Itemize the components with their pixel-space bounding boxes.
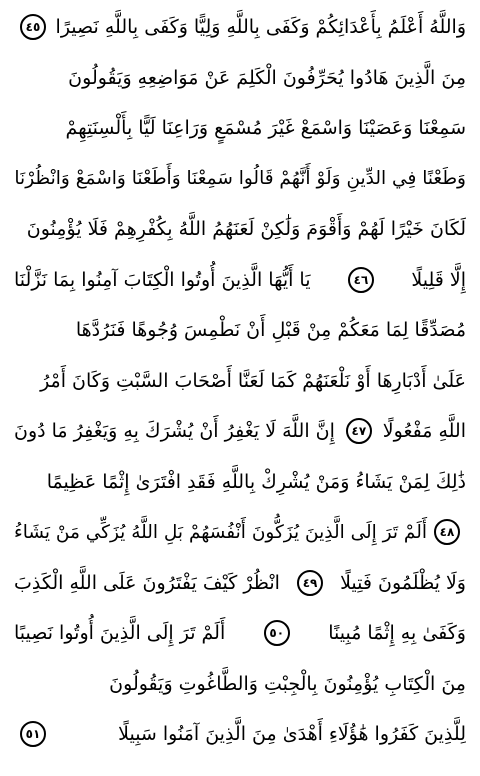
text-line [14, 608, 466, 659]
verse-text: انْظُرْ كَيْفَ يَفْتَرُونَ عَلَى اللَّهِ الْكَذِبَ [14, 571, 280, 594]
text-line [14, 406, 466, 457]
verse-text: لِلَّذِينَ كَفَرُوا هَٰؤُلَاءِ أَهْدَىٰ مِنَ الَّذِينَ آمَنُوا سَبِيلًا [118, 723, 466, 746]
text-line [14, 709, 466, 760]
text-line [14, 154, 466, 205]
text-line [14, 204, 466, 255]
verse-text: مِنَ الْكِتَابِ يُؤْمِنُونَ بِالْجِبْتِ وَالطَّاغُوتِ وَيَقُولُونَ [109, 672, 466, 695]
text-line [14, 356, 466, 407]
text-line [14, 507, 466, 558]
text-line [14, 255, 466, 306]
verse-text: إِلَّا قَلِيلًا [411, 268, 466, 291]
verse-text: وَاللَّهُ أَعْلَمُ بِأَعْدَائِكُمْ وَكَفَى بِاللَّهِ وَلِيًّا وَكَفَى بِاللَّهِ نَصِيرًا [55, 16, 466, 39]
verse-text: وَلَا يُظْلَمُونَ فَتِيلًا [340, 571, 466, 594]
verse-end-marker: ٤٧ [346, 418, 372, 444]
verse-end-marker: ٤٨ [434, 519, 460, 545]
verse-text: مِنَ الَّذِينَ هَادُوا يُحَرِّفُونَ الْكَلِمَ عَنْ مَوَاضِعِهِ وَيَقُولُونَ [68, 66, 466, 89]
verse-text: يَا أَيُّهَا الَّذِينَ أُوتُوا الْكِتَابَ آمِنُوا بِمَا نَزَّلْنَا [14, 268, 311, 291]
verse-text: لَكَانَ خَيْرًا لَهُمْ وَأَقْوَمَ وَلَٰكِنْ لَعَنَهُمُ اللَّهُ بِكُفْرِهِمْ فَلَا يُؤْمِنُونَ [26, 218, 466, 241]
verse-text: سَمِعْنَا وَعَصَيْنَا وَاسْمَعْ غَيْرَ مُسْمَعٍ وَرَاعِنَا لَيًّا بِأَلْسِنَتِهِمْ [65, 117, 466, 140]
text-line [14, 558, 466, 609]
verse-end-marker: ٤٥ [20, 14, 46, 40]
text-line [14, 305, 466, 356]
verse-text: وَكَفَىٰ بِهِ إِثْمًا مُبِينًا [328, 622, 466, 645]
verse-text: إِنَّ اللَّهَ لَا يَغْفِرُ أَنْ يُشْرَكَ بِهِ وَيَغْفِرُ مَا دُونَ [14, 420, 335, 443]
text-line [14, 53, 466, 104]
verse-text: أَلَمْ تَرَ إِلَى الَّذِينَ يُزَكُّونَ أَنْفُسَهُمْ بَلِ اللَّهُ يُزَكِّي مَنْ يَشَاءُ [14, 521, 428, 543]
verse-end-marker: ٤٦ [348, 267, 374, 293]
verse-text: أَلَمْ تَرَ إِلَى الَّذِينَ أُوتُوا نَصِيبًا [14, 622, 226, 645]
verse-text: مُصَدِّقًا لِمَا مَعَكُمْ مِنْ قَبْلِ أَنْ نَطْمِسَ وُجُوهًا فَنَرُدَّهَا [75, 319, 466, 342]
verse-text: وَطَعْنًا فِي الدِّينِ وَلَوْ أَنَّهُمْ قَالُوا سَمِعْنَا وَأَطَعْنَا وَاسْمَعْ وَانْظُرْنَا [14, 168, 466, 190]
verse-end-marker: ٥١ [20, 721, 46, 747]
text-line [14, 103, 466, 154]
text-line [14, 2, 466, 53]
text-line [14, 457, 466, 508]
verse-text: عَلَىٰ أَدْبَارِهَا أَوْ نَلْعَنَهُمْ كَمَا لَعَنَّا أَصْحَابَ السَّبْتِ وَكَانَ أَمْرُ [40, 369, 466, 392]
verse-text: ذَٰلِكَ لِمَنْ يَشَاءُ وَمَنْ يُشْرِكْ بِاللَّهِ فَقَدِ افْتَرَىٰ إِثْمًا عَظِيمًا [46, 470, 466, 493]
verse-text: اللَّهِ مَفْعُولًا [382, 420, 466, 443]
verse-end-marker: ٥٠ [264, 620, 290, 646]
text-line [14, 659, 466, 710]
verse-end-marker: ٤٩ [297, 570, 323, 596]
